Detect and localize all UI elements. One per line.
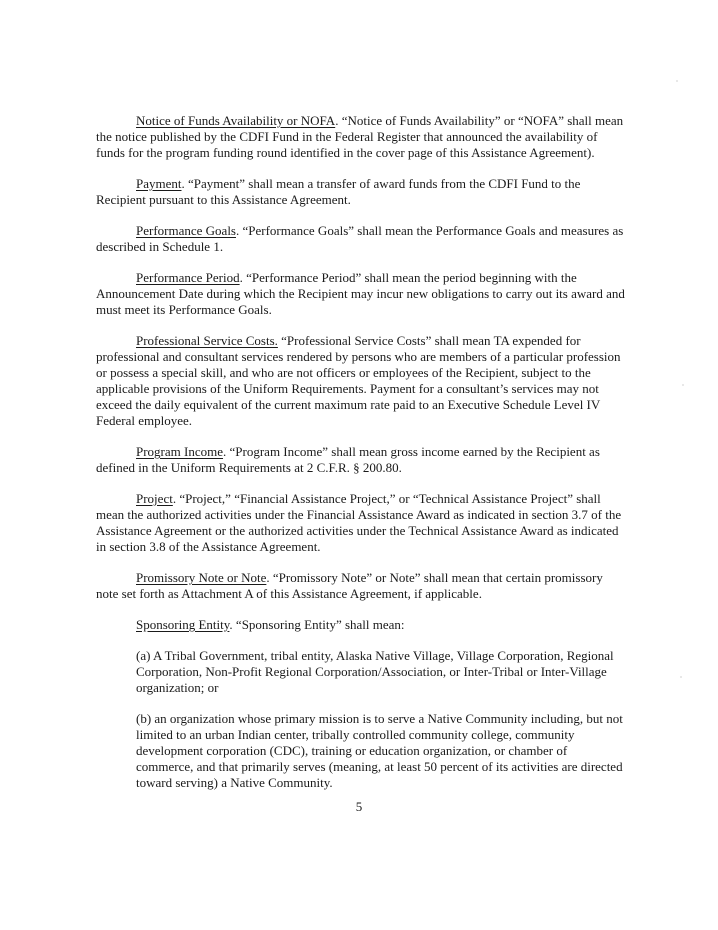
term-performance-period: Performance Period xyxy=(136,270,240,285)
definition-program-income xyxy=(96,444,626,476)
definition-payment xyxy=(96,176,626,208)
definition-promissory-note xyxy=(96,570,626,602)
definition-performance-goals xyxy=(96,223,626,255)
definition-text: . “Performance Goals” shall mean the Performance Goals and measures as described in Schedule 1. xyxy=(96,223,624,254)
definition-professional-service-costs xyxy=(96,333,626,429)
scan-speck xyxy=(680,676,682,678)
definition-text: . “Notice of Funds Availability” or “NOFA” shall mean the notice published by the CDFI Fund in the Federal Register that announced the availability of funds for the program funding round identified in the cover page of this Assistance Agreement). xyxy=(96,113,624,160)
scan-speck xyxy=(682,384,684,386)
term-project: Project xyxy=(136,491,173,506)
definition-text: . “Promissory Note” or Note” shall mean that certain promissory note set forth as Attachment A of this Assistance Agreement, if applicable. xyxy=(96,570,603,601)
term-promissory-note: Promissory Note or Note xyxy=(136,570,267,585)
definition-sponsoring-entity xyxy=(96,617,626,633)
definition-nofa xyxy=(96,113,626,161)
page-body xyxy=(96,113,626,791)
definition-text: . “Sponsoring Entity” shall mean: xyxy=(229,617,405,632)
definition-text: . “Performance Period” shall mean the period beginning with the Announcement Date during which the Recipient may incur new obligations to carry out its award and must meet its Performance Goals. xyxy=(96,270,625,317)
term-program-income: Program Income xyxy=(136,444,224,459)
definition-project xyxy=(96,491,626,555)
subclause-b: (b) an organization whose primary mission is to serve a Native Community including, but not limited to an urban Indian center, tribally controlled community college, community development corporation (CDC), training or education organization, or chamber of commerce, and that primarily serves (meaning, at least 50 percent of its activities are directed toward serving) a Native Community. xyxy=(136,711,623,790)
subclause-a: (a) A Tribal Government, tribal entity, Alaska Native Village, Village Corporation, Regional Corporation, Non-Profit Regional Corporation/Association, or Inter-Tribal or Inter-Village organization; or xyxy=(136,648,614,695)
definition-text: “Professional Service Costs” shall mean TA expended for professional and consultant services rendered by persons who are members of a particular profession or possess a special skill, and who are not officers or employees of the Recipient, subject to the applicable provisions of the Uniform Requirements. Payment for a consultant’s services may not exceed the daily equivalent of the current maximum rate paid to an Executive Schedule Level IV Federal employee. xyxy=(96,333,621,428)
definition-text: . “Payment” shall mean a transfer of award funds from the CDFI Fund to the Recipient pursuant to this Assistance Agreement. xyxy=(96,176,581,207)
definition-text: . “Program Income” shall mean gross income earned by the Recipient as defined in the Uniform Requirements at 2 C.F.R. § 200.80. xyxy=(96,444,600,475)
term-payment: Payment xyxy=(136,176,182,191)
term-nofa: Notice of Funds Availability or NOFA xyxy=(136,113,336,128)
definition-text: . “Project,” “Financial Assistance Project,” or “Technical Assistance Project” shall mean the authorized activities under the Financial Assistance Award as indicated in section 3.7 of the Assistance Agreement or the authorized activities under the Technical Assistance Award as indicated in section 3.8 of the Assistance Agreement. xyxy=(96,491,622,554)
page-number: 5 xyxy=(355,799,363,814)
term-sponsoring-entity: Sponsoring Entity xyxy=(136,617,230,632)
term-professional-service-costs: Professional Service Costs. xyxy=(136,333,278,348)
term-performance-goals: Performance Goals xyxy=(136,223,236,238)
scan-speck xyxy=(676,80,678,82)
definition-performance-period xyxy=(96,270,626,318)
